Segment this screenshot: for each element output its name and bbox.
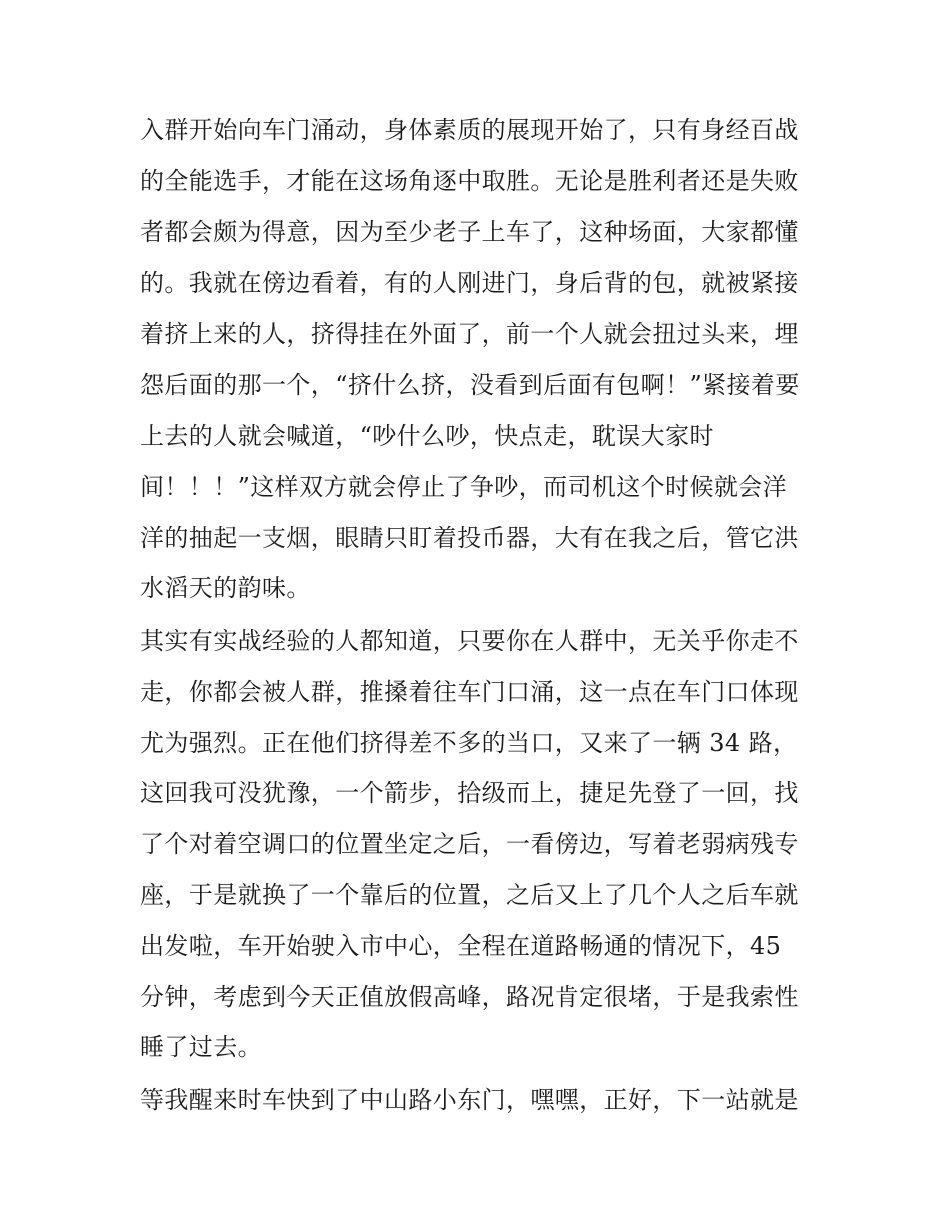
text-line: 的全能选手，才能在这场角逐中取胜。无论是胜利者还是失败 — [140, 167, 799, 195]
text-line: 分钟，考虑到今天正值放假高峰，路况肯定很堵，于是我索性 — [140, 983, 799, 1011]
text-line: 上去的人就会喊道，“吵什么吵，快点走，耽误大家时 — [140, 422, 714, 450]
text-line: 怨后面的那一个，“挤什么挤，没看到后面有包啊！”紧接着要 — [140, 371, 800, 399]
text-line: 等我醒来时车快到了中山路小东门，嘿嘿，正好，下一站就是 — [140, 1086, 799, 1114]
text-line: 的。我就在傍边看着，有的人刚进门，身后背的包，就被紧接 — [140, 269, 799, 297]
text-line: 洋的抽起一支烟，眼睛只盯着投币器，大有在我之后，管它洪 — [140, 524, 799, 552]
text-line: 水滔天的韵味。 — [140, 574, 311, 602]
text-line: 座，于是就换了一个靠后的位置，之后又上了几个人之后车就 — [140, 881, 799, 909]
text-line: 者都会颇为得意，因为至少老子上车了，这种场面，大家都懂 — [140, 218, 799, 246]
text-line: 了个对着空调口的位置坐定之后，一看傍边，写着老弱病残专 — [140, 830, 799, 858]
text-line: 出发啦，车开始驶入市中心，全程在道路畅通的情况下，45 — [140, 932, 782, 960]
text-line: 这回我可没犹豫，一个箭步，拾级而上，捷足先登了一回，找 — [140, 779, 799, 807]
text-line: 入群开始向车门涌动，身体素质的展现开始了，只有身经百战 — [140, 116, 799, 144]
text-line: 着挤上来的人，挤得挂在外面了，前一个人就会扭过头来，埋 — [140, 320, 799, 348]
text-line: 其实有实战经验的人都知道，只要你在人群中，无关乎你走不 — [140, 627, 799, 655]
text-line: 尤为强烈。正在他们挤得差不多的当口，又来了一辆 34 路， — [140, 729, 798, 757]
text-line: 间！！！”这样双方就会停止了争吵，而司机这个时候就会洋 — [140, 473, 788, 501]
text-line: 睡了过去。 — [140, 1033, 262, 1061]
text-line: 走，你都会被人群，推搡着往车门口涌，这一点在车门口体现 — [140, 678, 799, 706]
